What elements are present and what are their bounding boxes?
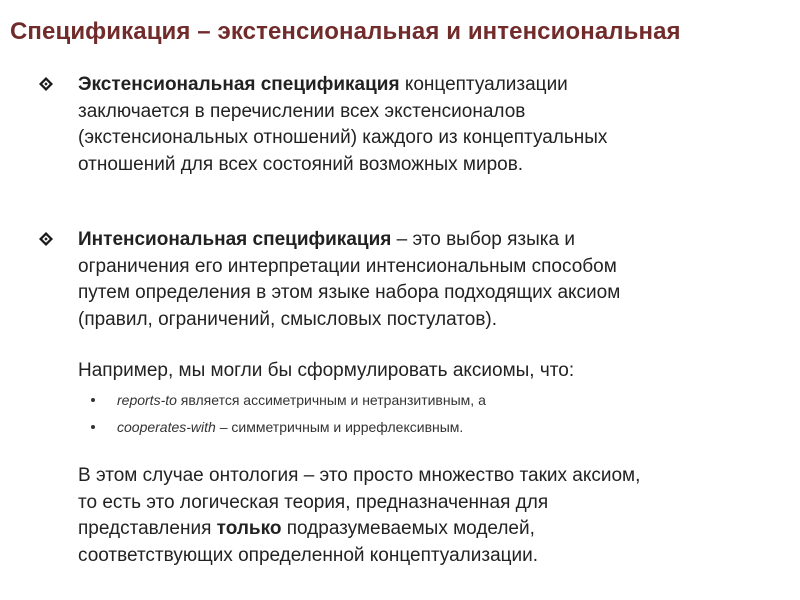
bullet-line: отношений для всех состояний возможных миров.	[78, 153, 524, 175]
bullet-dot-icon	[91, 398, 95, 402]
example-item	[88, 390, 748, 417]
example-text: – симметричным и иррефлексивным.	[215, 419, 464, 435]
bullet-extensional	[38, 72, 758, 178]
bullet-line: (правил, ограничений, смысловых постулатов).	[78, 308, 498, 330]
bullet-term: Экстенсиональная спецификация	[78, 74, 400, 95]
conclusion-emphasis: только	[216, 518, 282, 539]
example-list	[88, 390, 748, 444]
conclusion-line-part: представления	[78, 518, 217, 539]
bullet-line: (экстенсиональных отношений) каждого из концептуальных	[78, 127, 608, 148]
bullet-dot-icon	[91, 425, 95, 429]
slide-title: Спецификация – экстенсиональная и интенсиональная	[10, 18, 681, 45]
bullet-line: путем определения в этом языке набора подходящих аксиом	[78, 282, 621, 303]
conclusion-line-part: подразумеваемых моделей,	[281, 518, 535, 539]
example-intro: Например, мы могли бы сформулировать аксиомы, что:	[78, 360, 575, 381]
bullet-line: заключается в перечислении всех экстенсионалов	[78, 100, 526, 122]
bullet-text	[78, 72, 758, 178]
example-item	[88, 417, 748, 444]
conclusion-line: В этом случае онтология – это просто множество таких аксиом,	[78, 465, 641, 486]
diamond-bullet-icon	[38, 76, 54, 92]
conclusion-line: соответствующих определенной концептуализации.	[78, 544, 539, 566]
example-text: является ассиметричным и нетранзитивным, а	[176, 392, 486, 408]
diamond-bullet-icon	[38, 231, 54, 247]
bullet-line: концептуализации	[399, 74, 568, 95]
bullet-line: – это выбор языка и	[391, 229, 575, 250]
bullet-line: ограничения его интерпретации интенсиональным способом	[78, 255, 617, 277]
bullet-term: Интенсиональная спецификация	[78, 229, 392, 250]
bullet-text	[78, 227, 758, 333]
bullet-intensional	[38, 227, 758, 333]
example-term: cooperates-with	[117, 419, 216, 435]
example-term: reports-to	[117, 392, 177, 408]
conclusion-line: то есть это логическая теория, предназначенная для	[78, 491, 549, 513]
conclusion-paragraph	[78, 463, 768, 569]
